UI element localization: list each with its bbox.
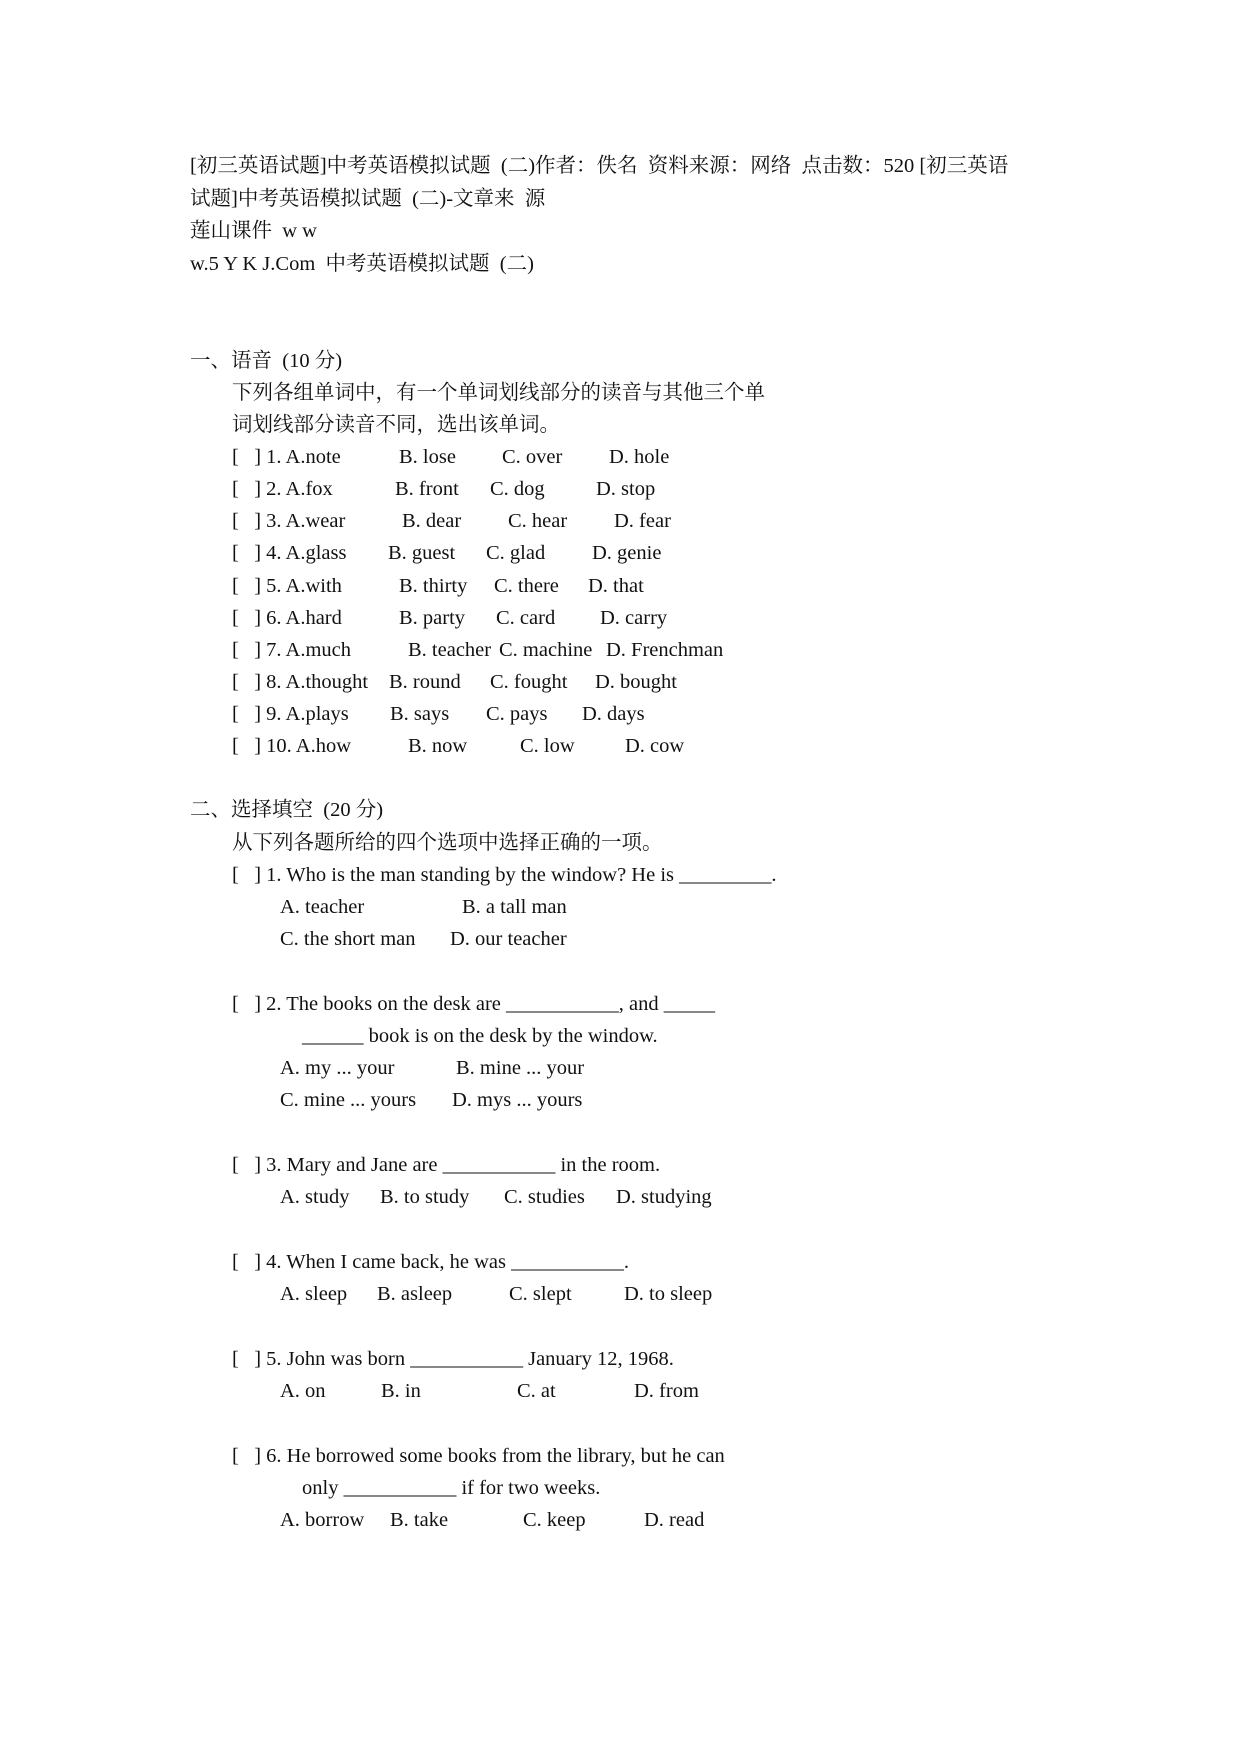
option-c: C. slept [509, 1283, 572, 1305]
option-b: B. mine ... your [456, 1057, 585, 1079]
section2-title: 二、选择填空 (20 分) [190, 799, 384, 821]
option-d: D. hole [609, 446, 670, 468]
phonetics-question-1 [232, 443, 670, 471]
option-a: A. my ... your [280, 1057, 395, 1079]
option-c: C. low [520, 735, 575, 757]
choice-question-5-stem: [ ] 5. John was born ___________ January 12, 1968. [232, 1348, 674, 1370]
option-b: B. asleep [377, 1283, 453, 1305]
option-c: C. hear [508, 510, 568, 532]
phonetics-question-10 [232, 732, 685, 760]
phonetics-question-6 [232, 604, 668, 632]
option-c: C. studies [504, 1186, 585, 1208]
option-d: D. mys ... yours [452, 1089, 583, 1111]
option-c: C. machine [499, 639, 593, 661]
option-d: D. days [582, 703, 645, 725]
option-c: C. the short man [280, 928, 416, 950]
question-number: [ ] 6. A.hard [232, 607, 342, 629]
choice-question-2-stem-cont: ______ book is on the desk by the window. [302, 1025, 658, 1047]
question-number: [ ] 3. A.wear [232, 510, 346, 532]
choice-question-1-options-ab [280, 893, 567, 921]
option-b: B. party [399, 607, 466, 629]
choice-question-4-options [280, 1280, 713, 1308]
option-d: D. from [634, 1380, 699, 1402]
option-a: A. sleep [280, 1283, 348, 1305]
option-c: C. mine ... yours [280, 1089, 417, 1111]
option-b: B. a tall man [462, 896, 567, 918]
choice-question-2-options-cd [280, 1086, 583, 1114]
option-c: C. glad [486, 542, 546, 564]
option-b: B. in [381, 1380, 421, 1402]
option-d: D. carry [600, 607, 668, 629]
option-d: D. bought [595, 671, 677, 693]
phonetics-question-8 [232, 668, 677, 696]
option-c: C. keep [523, 1509, 586, 1531]
phonetics-question-2 [232, 475, 656, 503]
option-d: D. studying [616, 1186, 712, 1208]
option-c: C. over [502, 446, 563, 468]
option-c: C. fought [490, 671, 568, 693]
choice-question-6-stem: [ ] 6. He borrowed some books from the library, but he can [232, 1445, 725, 1467]
section2-instruction: 从下列各题所给的四个选项中选择正确的一项。 [232, 832, 663, 854]
option-d: D. cow [625, 735, 685, 757]
option-b: B. guest [388, 542, 456, 564]
question-number: [ ] 8. A.thought [232, 671, 369, 693]
option-c: C. at [517, 1380, 556, 1402]
phonetics-question-3 [232, 507, 671, 535]
option-b: B. says [390, 703, 450, 725]
option-d: D. that [588, 575, 644, 597]
option-c: C. card [496, 607, 556, 629]
option-c: C. dog [490, 478, 545, 500]
choice-question-1-options-cd [280, 925, 567, 953]
choice-question-6-options [280, 1506, 705, 1534]
option-d: D. our teacher [450, 928, 567, 950]
option-d: D. to sleep [624, 1283, 713, 1305]
option-b: B. to study [380, 1186, 470, 1208]
header-line-2: 试题]中考英语模拟试题 (二)-文章来 源 [190, 188, 546, 210]
option-c: C. pays [486, 703, 548, 725]
header-line-3: 莲山课件 w w [190, 220, 317, 242]
header-line-1: [初三英语试题]中考英语模拟试题 (二)作者：佚名 资料来源：网络 点击数：520 [初三英语 [190, 155, 1009, 177]
option-b: B. front [395, 478, 459, 500]
option-b: B. teacher [408, 639, 492, 661]
option-d: D. fear [614, 510, 671, 532]
phonetics-question-9 [232, 700, 645, 728]
question-number: [ ] 1. A.note [232, 446, 341, 468]
choice-question-2-options-ab [280, 1054, 585, 1082]
option-a: A. study [280, 1186, 350, 1208]
question-number: [ ] 9. A.plays [232, 703, 349, 725]
option-b: B. thirty [399, 575, 468, 597]
question-number: [ ] 5. A.with [232, 575, 342, 597]
phonetics-question-7 [232, 636, 724, 664]
question-number: [ ] 10. A.how [232, 735, 352, 757]
option-d: D. read [644, 1509, 705, 1531]
option-d: D. Frenchman [606, 639, 724, 661]
option-b: B. now [408, 735, 468, 757]
option-a: A. teacher [280, 896, 365, 918]
question-number: [ ] 4. A.glass [232, 542, 347, 564]
question-number: [ ] 2. A.fox [232, 478, 333, 500]
choice-question-3-stem: [ ] 3. Mary and Jane are ___________ in the room. [232, 1154, 661, 1176]
phonetics-question-5 [232, 572, 644, 600]
choice-question-4-stem: [ ] 4. When I came back, he was ___________. [232, 1251, 629, 1273]
phonetics-question-4 [232, 539, 662, 567]
choice-question-6-stem-cont: only ___________ if for two weeks. [302, 1477, 601, 1499]
header-line-4: w.5 Y K J.Com 中考英语模拟试题 (二) [190, 253, 534, 275]
choice-question-5-options [280, 1377, 699, 1405]
option-d: D. stop [596, 478, 656, 500]
choice-question-2-stem: [ ] 2. The books on the desk are ___________, and _____ [232, 993, 716, 1015]
option-b: B. round [389, 671, 461, 693]
section1-title: 一、语音 (10 分) [190, 350, 343, 372]
choice-question-1-stem: [ ] 1. Who is the man standing by the window? He is _________. [232, 864, 777, 886]
question-number: [ ] 7. A.much [232, 639, 351, 661]
option-d: D. genie [592, 542, 662, 564]
option-a: A. on [280, 1380, 326, 1402]
option-b: B. take [390, 1509, 449, 1531]
option-b: B. lose [399, 446, 456, 468]
option-b: B. dear [402, 510, 462, 532]
choice-question-3-options [280, 1183, 712, 1211]
option-a: A. borrow [280, 1509, 365, 1531]
section1-instruction-2: 词划线部分读音不同，选出该单词。 [232, 414, 560, 436]
option-c: C. there [494, 575, 559, 597]
section1-instruction-1: 下列各组单词中，有一个单词划线部分的读音与其他三个单 [232, 382, 765, 404]
